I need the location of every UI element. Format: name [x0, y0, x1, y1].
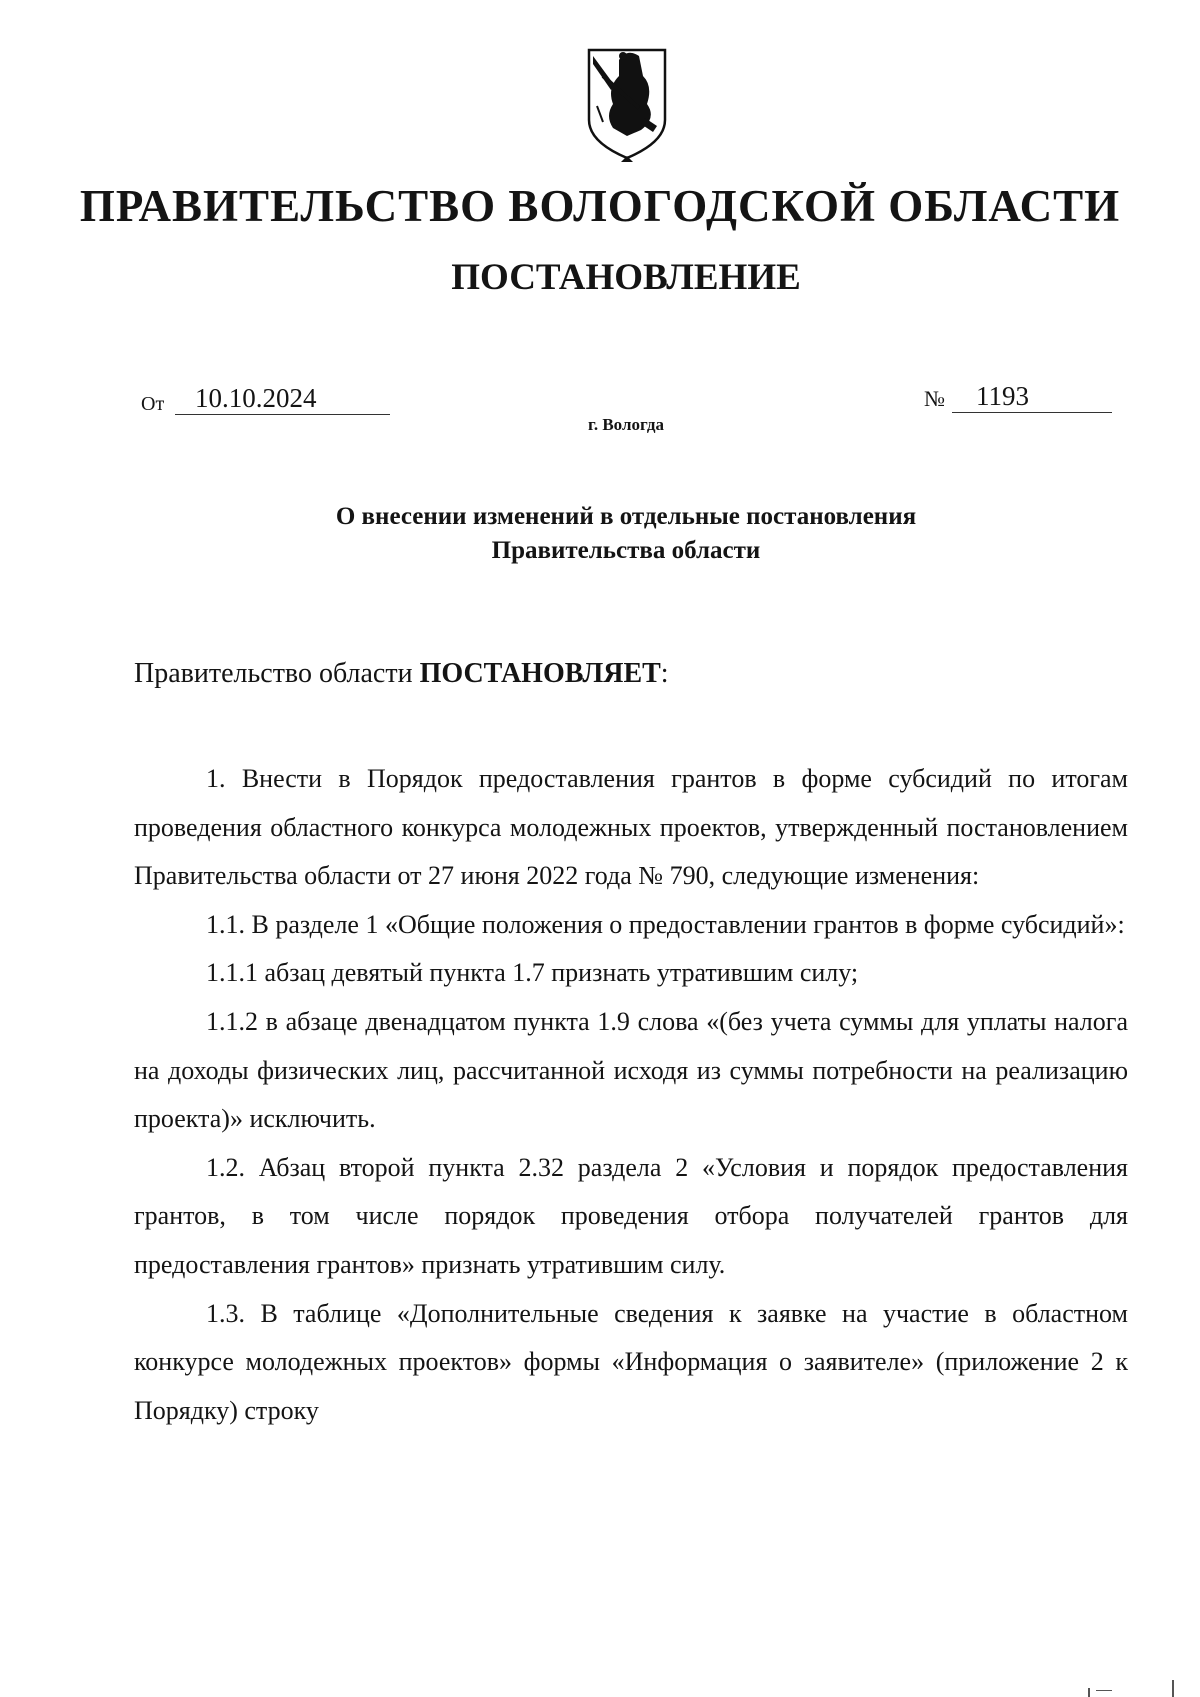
number-prefix: № — [924, 386, 945, 411]
paragraph-item-1-1: 1.1. В разделе 1 «Общие положения о предоставлении грантов в форме субсидий»: — [206, 909, 1125, 939]
decree-lead: Правительство области — [134, 658, 420, 689]
government-title: ПРАВИТЕЛЬСТВО ВОЛОГОДСКОЙ ОБЛАСТИ — [79, 181, 1121, 231]
decree-colon: : — [660, 658, 669, 689]
paragraph-item-1-2: 1.2. Абзац второй пункта 2.32 раздела 2 «Условия и порядок предоставления грантов, в том числе порядок проведения отбора получателей грантов для предоставления грантов» признать утратившим силу. — [134, 1152, 1128, 1279]
document-subject — [0, 500, 1200, 568]
decree-verb: ПОСТАНОВЛЯЕТ — [419, 658, 661, 689]
subject-line-2: Правительства области — [491, 537, 761, 564]
paragraph-item-1: 1. Внести в Порядок предоставления грантов в форме субсидий по итогам проведения областного конкурса молодежных проектов, утвержденный постановлением Правительства области от 27 июня 2022 года № 790, следующие изменения: — [134, 764, 1128, 891]
decree-statement — [134, 658, 669, 690]
paragraph-item-1-3: 1.3. В таблице «Дополнительные сведения к заявке на участие в областном конкурсе молодежных проектов» формы «Информация о заявителе» (приложение 2 к Порядку) строку — [134, 1298, 1128, 1425]
paragraph-item-1-1-1: 1.1.1 абзац девятый пункта 1.7 признать утратившим силу; — [206, 958, 859, 988]
paragraph-item-1-1-2: 1.1.2 в абзаце двенадцатом пункта 1.9 слова «(без учета суммы для уплаты налога на доходы физических лиц, рассчитанной исходя из суммы потребности на реализацию проекта)» исключить. — [134, 1006, 1128, 1134]
city: г. Вологда — [588, 415, 664, 434]
date-prefix: От — [141, 393, 165, 415]
scan-artifact — [1088, 1688, 1090, 1697]
document-type: ПОСТАНОВЛЕНИЕ — [451, 257, 801, 298]
document-number: 1193 — [952, 380, 1112, 413]
scan-artifact — [1096, 1690, 1112, 1691]
scan-artifact — [1172, 1680, 1174, 1697]
document-body — [134, 755, 1128, 1435]
document-date: 10.10.2024 — [175, 382, 390, 415]
subject-line-1: О внесении изменений в отдельные постановления — [335, 503, 917, 530]
coat-of-arms-icon — [583, 46, 671, 162]
